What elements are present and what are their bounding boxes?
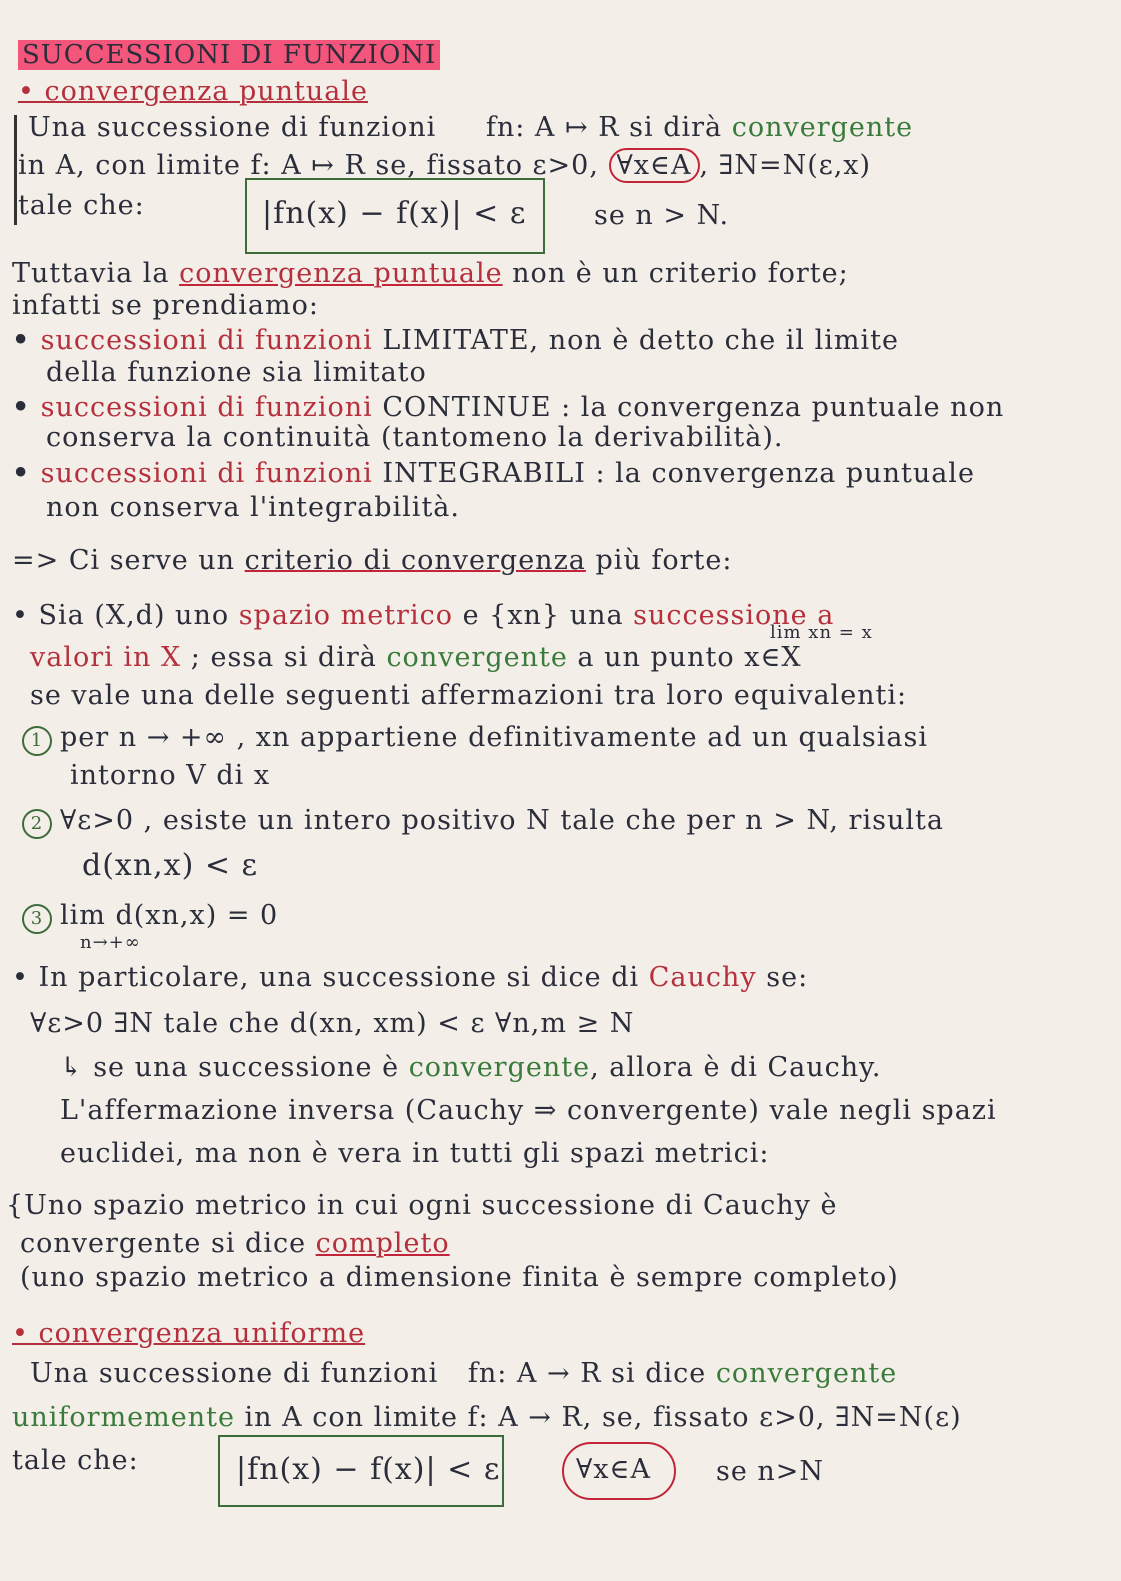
def-line-2 xyxy=(18,150,871,181)
condition-2-formula: d(xn,x) < ε xyxy=(82,848,259,883)
text: LIMITATE, non è detto che il limite xyxy=(382,325,899,356)
formula-uniforme: |fn(x) − f(x)| < ε xyxy=(236,1452,501,1487)
uniform-line-3-label: tale che: xyxy=(12,1445,139,1476)
text: in A con limite f: A → R, se, fissato ε>0, ∃N=N(ε) xyxy=(244,1402,962,1433)
number-circle-1: 1 xyxy=(22,726,52,756)
text: , ∃N=N(ε,x) xyxy=(699,150,872,181)
title-highlight: SUCCESSIONI DI FUNZIONI xyxy=(18,40,440,70)
bullet-1-line-1: • successioni di funzioni LIMITATE, non è detto che il limite xyxy=(12,325,899,356)
text: Una successione di funzioni xyxy=(30,1358,439,1389)
number-circle-2: 2 xyxy=(22,809,52,839)
formula-puntuale: |fn(x) − f(x)| < ε xyxy=(262,196,527,231)
condition-3 xyxy=(22,900,278,934)
text: successione a xyxy=(633,600,835,631)
text: Una successione di funzioni xyxy=(28,112,437,143)
text: CONTINUE : la convergenza puntuale non xyxy=(382,392,1005,423)
text: INTEGRABILI : la convergenza puntuale xyxy=(382,458,975,489)
text: convergente xyxy=(408,1052,591,1083)
section-heading-puntuale: • convergenza puntuale xyxy=(18,76,368,107)
metric-line-1 xyxy=(12,600,834,631)
text: completo xyxy=(315,1228,450,1259)
cauchy-line-3 xyxy=(60,1052,881,1083)
margin-bar xyxy=(14,115,17,225)
text: a un punto x∈X xyxy=(577,642,802,673)
forall-x-text: ∀x∈A xyxy=(576,1454,652,1485)
text: convergenza puntuale xyxy=(179,258,503,289)
text: convergente xyxy=(731,112,914,143)
condition-n-greater-N: se n > N. xyxy=(594,200,730,231)
text: convergente si dice xyxy=(20,1228,307,1259)
cauchy-line-2: ∀ε>0 ∃N tale che d(xn, xm) < ε ∀n,m ≥ N xyxy=(30,1008,635,1039)
text: successioni di funzioni xyxy=(40,392,373,423)
text: uniformemente xyxy=(12,1402,235,1433)
cauchy-line-4: L'affermazione inversa (Cauchy ⇒ convergente) vale negli spazi xyxy=(60,1095,997,1126)
text: Cauchy xyxy=(648,962,757,993)
forall-x-oval: ∀x∈A xyxy=(609,148,700,183)
text: valori in X xyxy=(30,642,182,673)
cauchy-line-7 xyxy=(20,1228,450,1259)
text: ∀ε>0 , esiste un intero positivo N tale che per n > N, risulta xyxy=(60,805,944,836)
text: fn: A → R si dice xyxy=(467,1358,707,1389)
limit-subscript: n→+∞ xyxy=(80,932,141,953)
text: lim d(xn,x) = 0 xyxy=(60,900,279,931)
page-title xyxy=(18,40,440,70)
text: ; essa si dirà xyxy=(190,642,377,673)
text: criterio di convergenza xyxy=(244,545,586,576)
text: se: xyxy=(766,962,809,993)
cauchy-line-1 xyxy=(12,962,808,993)
metric-line-2 xyxy=(30,642,802,673)
uniform-line-2 xyxy=(12,1402,962,1433)
text: e {xn} una xyxy=(462,600,624,631)
text: spazio metrico xyxy=(238,600,453,631)
condition-2 xyxy=(22,805,944,839)
def-line-1 xyxy=(28,112,913,143)
cauchy-line-8: (uno spazio metrico a dimensione finita è sempre completo) xyxy=(20,1262,899,1293)
section-heading-uniforme: • convergenza uniforme xyxy=(12,1318,366,1349)
text: più forte: xyxy=(595,545,733,576)
text: ↳ se una successione è xyxy=(60,1052,400,1083)
uniform-line-1 xyxy=(30,1358,897,1389)
text: • In particolare, una successione si dice di xyxy=(12,962,640,993)
text: convergente xyxy=(386,642,568,673)
condition-n-greater-N-2: se n>N xyxy=(716,1456,825,1487)
text: • Sia (X,d) uno xyxy=(12,600,230,631)
text: fn: A ↦ R si dirà xyxy=(485,112,723,143)
bullet-2-line-1: • successioni di funzioni CONTINUE : la convergenza puntuale non xyxy=(12,392,1005,423)
cauchy-line-5: euclidei, ma non è vera in tutti gli spazi metrici: xyxy=(60,1138,770,1169)
condition-1-line-2: intorno V di x xyxy=(70,760,271,791)
bullet-2-line-2: conserva la continuità (tantomeno la derivabilità). xyxy=(46,422,784,453)
text: convergente xyxy=(715,1358,898,1389)
def-line-3-label: tale che: xyxy=(18,190,145,221)
criterion-line xyxy=(12,545,732,576)
text: per n → +∞ , xn appartiene definitivamente ad un qualsiasi xyxy=(60,722,929,753)
cauchy-line-6: {Uno spazio metrico in cui ogni successione di Cauchy è xyxy=(6,1190,838,1221)
text: Tuttavia la xyxy=(12,258,170,289)
metric-line-3: se vale una delle seguenti affermazioni tra loro equivalenti: xyxy=(30,680,908,711)
para-line-1 xyxy=(12,258,849,289)
text: successioni di funzioni xyxy=(40,458,373,489)
bullet-3-line-1: • successioni di funzioni INTEGRABILI : la convergenza puntuale xyxy=(12,458,975,489)
text: non è un criterio forte; xyxy=(512,258,849,289)
condition-1 xyxy=(22,722,928,756)
bullet-3-line-2: non conserva l'integrabilità. xyxy=(46,492,460,523)
text: in A, con limite f: A ↦ R se, fissato ε>0, xyxy=(18,150,599,181)
bullet-1-line-2: della funzione sia limitato xyxy=(46,357,427,388)
para-line-2: infatti se prendiamo: xyxy=(12,290,319,321)
text: , allora è di Cauchy. xyxy=(590,1052,882,1083)
number-circle-3: 3 xyxy=(22,904,52,934)
limit-annotation: lim xn = x xyxy=(770,622,873,643)
text: => Ci serve un xyxy=(12,545,236,576)
text: successioni di funzioni xyxy=(40,325,373,356)
